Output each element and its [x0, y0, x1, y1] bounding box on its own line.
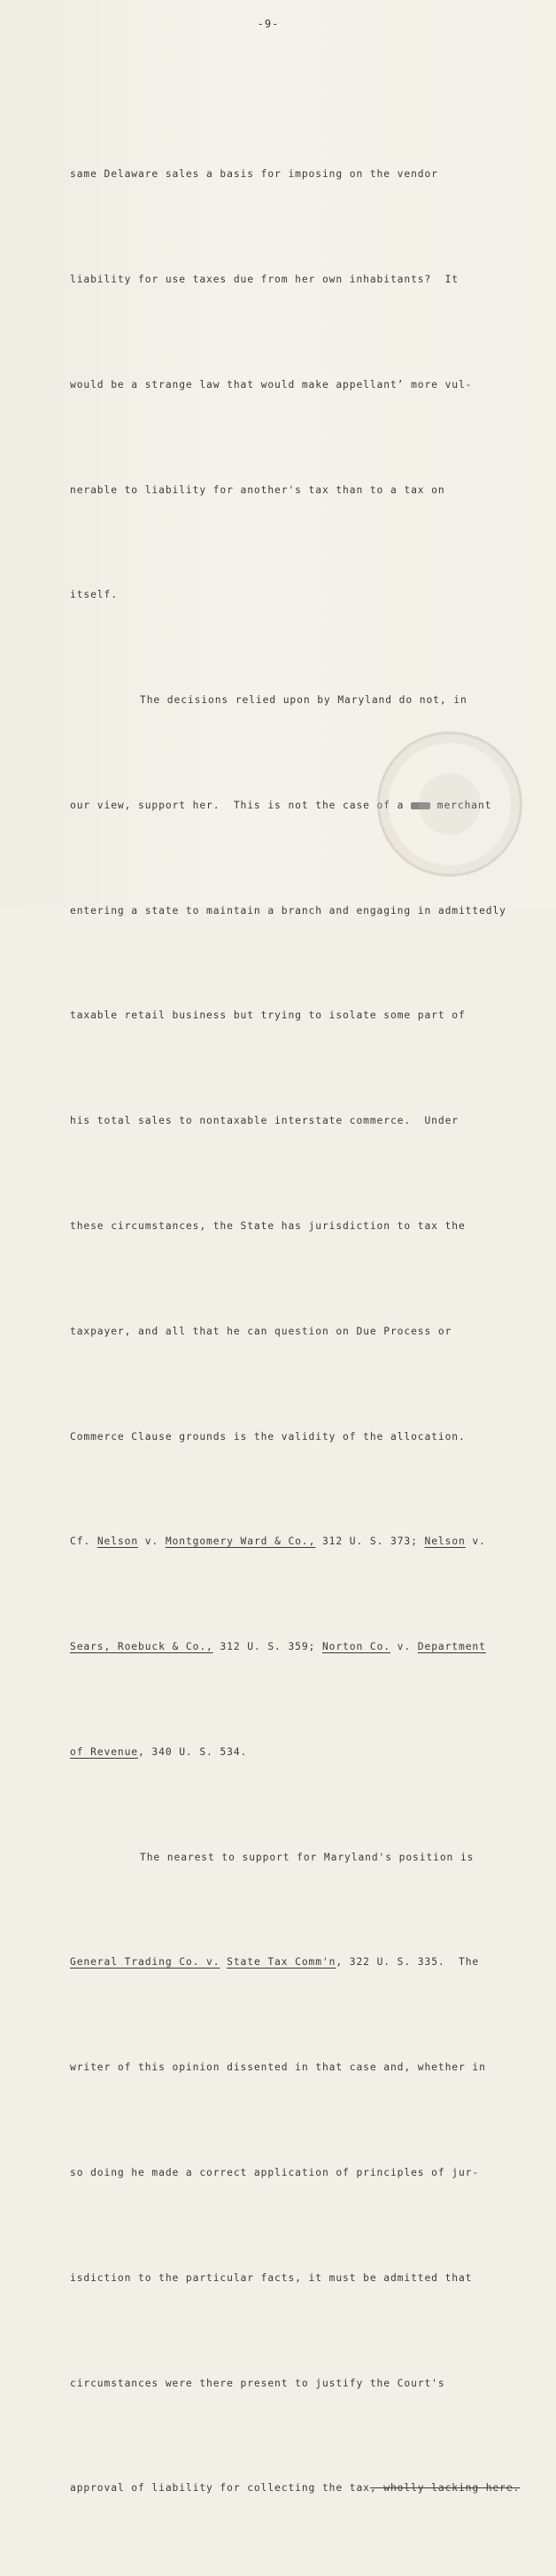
paragraph-start-line: The decisions relied upon by Maryland do not, in	[140, 694, 467, 707]
body-text	[70, 87, 530, 2576]
line-segment: , 322 U. S. 335. The	[336, 1956, 480, 1969]
citation-line	[70, 1524, 530, 1559]
line-segment: 312 U. S. 373;	[315, 1536, 425, 1548]
case-name: Montgomery Ward & Co.,	[165, 1536, 316, 1548]
text-line: circumstances were there present to justify the Court's	[70, 2377, 445, 2389]
line-segment: our view, support her. This is not the case of a	[70, 799, 412, 811]
paragraph-start-line: The nearest to support for Maryland's position is	[140, 1851, 475, 1863]
text-line: isdiction to the particular facts, it must be admitted that	[70, 2271, 473, 2284]
text-line: same Delaware sales a basis for imposing on the vendor	[70, 168, 438, 181]
line-segment: approval of liability for collecting the tax	[70, 2482, 370, 2495]
text-line: taxpayer, and all that he can question on Due Process or	[70, 1325, 452, 1337]
text-line: would be a strange law that would make appellant’ more vul-	[70, 378, 473, 391]
case-name: Sears, Roebuck & Co.,	[70, 1641, 213, 1653]
text-line: entering a state to maintain a branch and engaging in admittedly	[70, 904, 506, 917]
citation-line	[70, 1735, 530, 1770]
text-line: liability for use taxes due from her own inhabitants? It	[70, 273, 459, 285]
case-name: Norton Co.	[321, 1641, 390, 1653]
text-line: writer of this opinion dissented in that case and, whether in	[70, 2062, 486, 2074]
line-segment: v.	[390, 1641, 418, 1653]
line-segment: , 340 U. S. 534.	[138, 1745, 248, 1758]
struck-text: , wholly lacking here.	[369, 2482, 521, 2495]
citation-line	[70, 1945, 530, 1980]
line-segment: Cf.	[70, 1536, 97, 1548]
case-name: State Tax Comm'n	[227, 1956, 336, 1969]
ink-blot	[411, 802, 430, 809]
case-name: Nelson	[424, 1536, 466, 1548]
line-segment: 312 U. S. 359;	[212, 1641, 322, 1653]
text-line: so doing he made a correct application of principles of jur-	[70, 2167, 480, 2179]
line-segment	[220, 1956, 227, 1968]
line-segment: merchant	[430, 799, 492, 811]
text-line: Commerce Clause grounds is the validity of the allocation.	[70, 1430, 466, 1443]
page-number: -9-	[257, 18, 280, 30]
case-name: of Revenue	[70, 1745, 139, 1758]
text-line: his total sales to nontaxable interstate commerce. Under	[70, 1115, 459, 1127]
line-segment: v.	[138, 1536, 166, 1548]
text-line: taxable retail business but trying to isolate some part of	[70, 1010, 466, 1022]
case-name: Nelson	[97, 1536, 139, 1548]
text-line: these circumstances, the State has jurisdiction to tax the	[70, 1220, 466, 1232]
text-line: itself.	[70, 589, 118, 601]
text-line-with-strike	[70, 2471, 530, 2506]
text-line-with-blot	[70, 788, 530, 824]
line-segment: v.	[465, 1536, 486, 1548]
citation-line	[70, 1629, 530, 1665]
text-line: nerable to liability for another's tax than to a tax on	[70, 483, 445, 496]
case-name: Department	[417, 1641, 486, 1653]
case-name: General Trading Co. v.	[70, 1956, 220, 1969]
